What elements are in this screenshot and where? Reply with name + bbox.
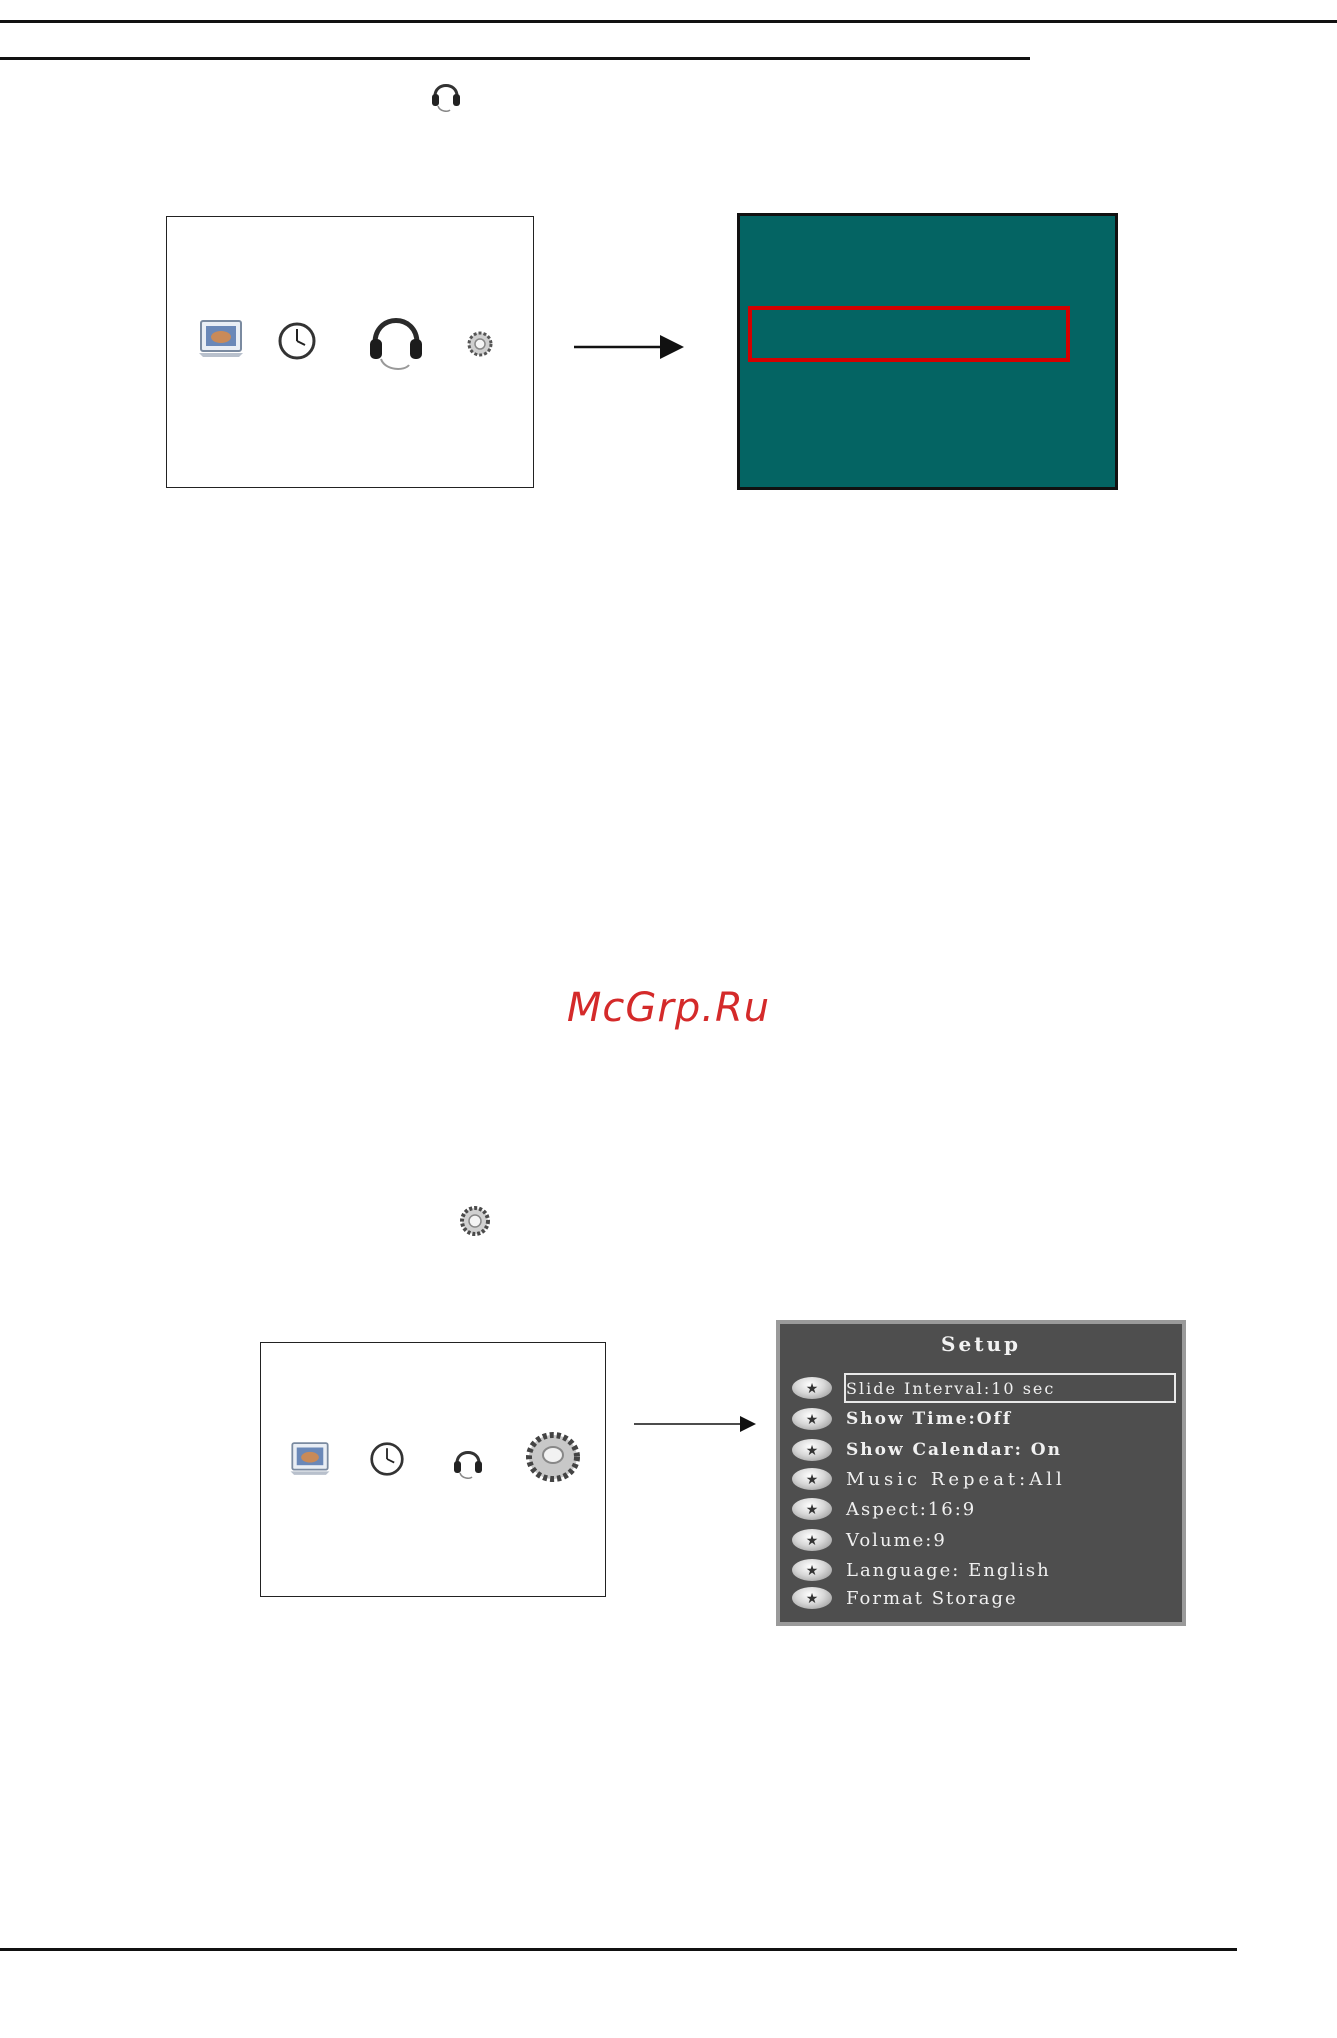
watermark: McGrp.Ru bbox=[566, 985, 771, 1031]
bottom-rule bbox=[0, 1948, 1237, 1951]
gear-icon[interactable] bbox=[463, 329, 497, 359]
setup-item-label: Volume:9 bbox=[846, 1529, 947, 1551]
star-bullet-icon: ★ bbox=[792, 1408, 832, 1430]
setup-item-label: Format Storage bbox=[846, 1587, 1018, 1609]
setup-item-aspect[interactable] bbox=[792, 1496, 976, 1522]
setup-item-show-time[interactable] bbox=[792, 1406, 1012, 1432]
clock-icon[interactable] bbox=[277, 321, 317, 361]
clock-icon[interactable] bbox=[369, 1441, 405, 1477]
music-selection-highlight bbox=[748, 306, 1070, 362]
star-bullet-icon: ★ bbox=[792, 1377, 832, 1399]
star-bullet-icon: ★ bbox=[792, 1559, 832, 1581]
setup-item-format-storage[interactable] bbox=[792, 1585, 1018, 1611]
setup-item-language[interactable] bbox=[792, 1557, 1051, 1583]
gear-icon bbox=[456, 1203, 494, 1239]
setup-item-music-repeat[interactable] bbox=[792, 1466, 1066, 1492]
star-bullet-icon: ★ bbox=[792, 1587, 832, 1609]
section-rule bbox=[0, 57, 1030, 60]
setup-item-label: Show Calendar: On bbox=[846, 1440, 1062, 1460]
music-screen bbox=[737, 213, 1118, 490]
star-bullet-icon: ★ bbox=[792, 1439, 832, 1461]
top-rule bbox=[0, 20, 1337, 23]
star-bullet-icon: ★ bbox=[792, 1498, 832, 1520]
setup-item-label: Slide Interval:10 sec bbox=[846, 1378, 1056, 1398]
star-bullet-icon: ★ bbox=[792, 1529, 832, 1551]
photo-frame-icon[interactable] bbox=[195, 317, 247, 361]
main-menu-screen bbox=[166, 216, 534, 488]
setup-screen bbox=[776, 1320, 1186, 1626]
setup-item-label: Show Time:Off bbox=[846, 1409, 1013, 1429]
gear-icon[interactable] bbox=[523, 1429, 583, 1485]
setup-item-volume[interactable] bbox=[792, 1527, 947, 1553]
headphones-icon[interactable] bbox=[365, 303, 427, 375]
setup-item-slide-interval[interactable] bbox=[792, 1375, 1055, 1401]
setup-item-show-calendar[interactable] bbox=[792, 1437, 1062, 1463]
star-bullet-icon: ★ bbox=[792, 1468, 832, 1490]
setup-title: Setup bbox=[941, 1332, 1021, 1356]
arrow-right-icon bbox=[634, 1413, 758, 1435]
arrow-right-icon bbox=[574, 334, 686, 360]
main-menu-screen-setup bbox=[260, 1342, 606, 1597]
photo-frame-icon[interactable] bbox=[287, 1439, 333, 1479]
setup-item-label: Music Repeat:All bbox=[846, 1468, 1066, 1490]
headphones-icon bbox=[430, 74, 462, 114]
headphones-icon[interactable] bbox=[451, 1441, 485, 1481]
setup-item-label: Aspect:16:9 bbox=[846, 1498, 977, 1520]
setup-item-label: Language: English bbox=[846, 1559, 1051, 1581]
